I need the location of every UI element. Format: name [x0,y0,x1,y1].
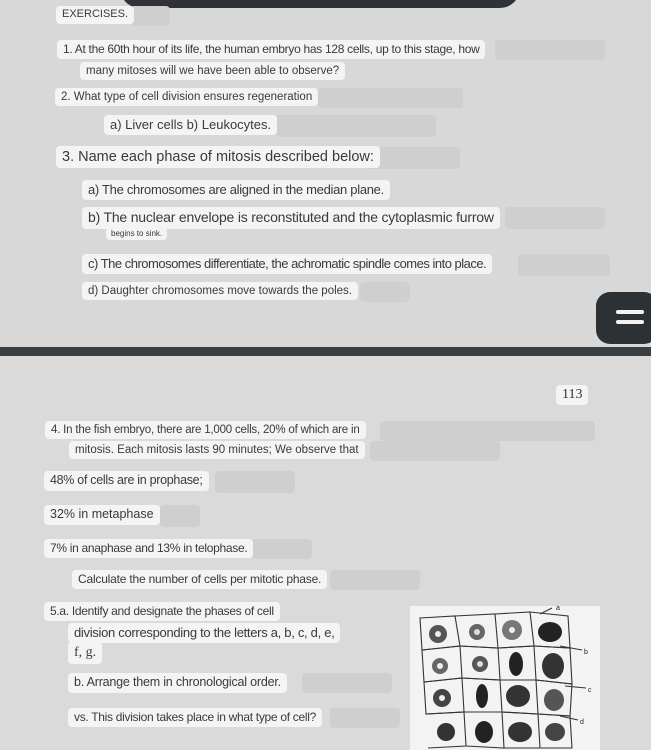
exercises-header: EXERCISES. [56,6,134,24]
stat-prophase: 48% of cells are in prophase; [44,471,209,491]
figure-label-b: b [584,649,588,656]
stat-metaphase: 32% in metaphase [44,505,160,525]
highlight-ghost [370,441,500,461]
highlight-ghost [330,570,420,590]
highlight-ghost [276,115,436,137]
highlight-ghost [518,254,610,276]
exercise-page-top [0,0,651,347]
page-divider [0,347,651,356]
question-5a-line-3: f, g. [68,642,102,664]
question-5b: b. Arrange them in chronological order. [68,673,287,693]
figure-label-a: a [556,606,560,612]
question-3-c: c) The chromosomes differentiate, the achromatic spindle comes into place. [82,254,492,274]
question-4-task: Calculate the number of cells per mitotic phase. [72,570,327,589]
highlight-ghost [505,207,605,229]
highlight-ghost [160,505,200,527]
question-5a-line-2: division corresponding to the letters a, b, c, d, e, [68,623,340,643]
question-2: 2. What type of cell division ensures regeneration [55,88,318,106]
highlight-ghost [215,471,295,493]
mitosis-cells-figure [410,606,600,750]
highlight-ghost [302,673,392,693]
question-3-d: d) Daughter chromosomes move towards the poles. [82,282,358,300]
highlight-ghost [318,88,463,108]
handle-grip-icon [616,320,644,324]
question-3: 3. Name each phase of mitosis described below: [56,146,380,168]
stat-anaphase-telophase: 7% in anaphase and 13% in telophase. [44,539,253,558]
highlight-ghost [360,282,410,302]
question-5c: vs. This division takes place in what type of cell? [68,708,322,727]
question-4-line-2: mitosis. Each mitosis lasts 90 minutes; We observe that [69,441,365,459]
question-1-line-2: many mitoses will we have been able to observe? [80,62,345,80]
question-3-a: a) The chromosomes are aligned in the median plane. [82,180,390,200]
question-3-b-line-2: begins to sink. [106,228,167,240]
question-1-line-1: 1. At the 60th hour of its life, the human embryo has 128 cells, up to this stage, how [57,40,485,59]
question-3-b-line-1: b) The nuclear envelope is reconstituted and the cytoplasmic furrow [82,207,500,229]
question-5a-line-1: 5.a. Identify and designate the phases of cell [44,602,280,621]
top-toolbar [120,0,520,8]
question-4-line-1: 4. In the fish embryo, there are 1,000 cells, 20% of which are in [45,421,366,439]
highlight-ghost [130,6,170,26]
question-2-options: a) Liver cells b) Leukocytes. [104,115,277,135]
highlight-ghost [252,539,312,559]
figure-label-c: c [588,687,592,694]
page-number: 113 [556,385,588,405]
scroll-handle[interactable] [596,292,651,344]
highlight-ghost [380,421,595,441]
highlight-ghost [495,40,605,60]
figure-label-d: d [580,719,584,726]
handle-grip-icon [616,310,644,314]
highlight-ghost [330,708,400,728]
